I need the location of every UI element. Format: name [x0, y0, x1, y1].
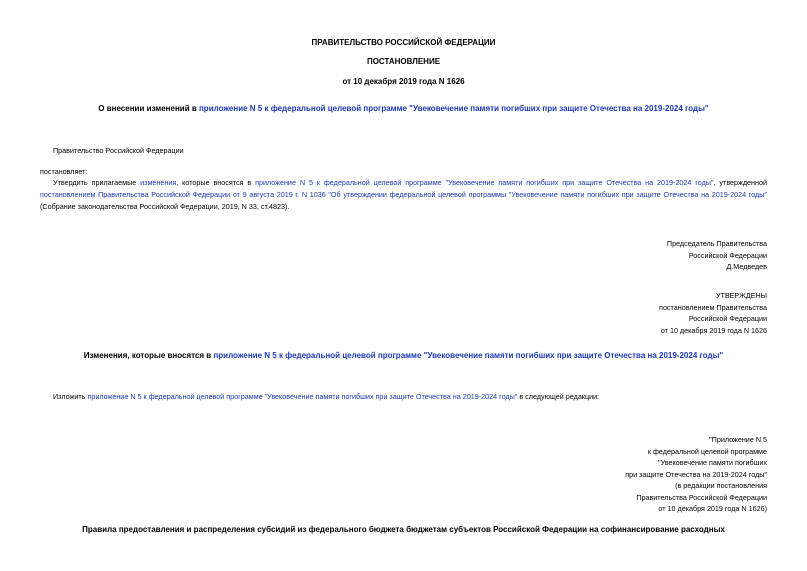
approved-label: УТВЕРЖДЕНЫ	[715, 291, 767, 300]
changes-title-prefix: Изменения, которые вносятся в	[83, 351, 214, 360]
resolution-1036-link[interactable]: постановлением Правительства Российской Федерации от 9 августа 2019 г. N 1036 "Об утверждении федеральной целевой программы "Увековечение памяти погибших при защите Отечества на 2019-2024 годы"	[40, 190, 767, 200]
document-type-heading: ПОСТАНОВЛЕНИЕ	[366, 57, 441, 66]
government-line: Правительство Российской Федерации	[53, 146, 184, 155]
signature-name: Д.Медведев	[726, 262, 767, 271]
appendix-heading-block	[625, 434, 767, 515]
instruction-line	[53, 392, 599, 401]
rules-title: Правила предоставления и распределения субсидий из федерального бюджета бюджетам субъектов Российской Федерации на софинансирование расходных	[82, 525, 725, 534]
appendix-5-link[interactable]: приложение N 5 к федеральной целевой программе "Увековечение памяти погибших при защите Отечества на 2019-2024 годы"	[198, 104, 709, 113]
appendix-line: "Увековечение памяти погибших	[658, 458, 767, 467]
decision-paragraph	[40, 177, 767, 214]
appendix-5-link[interactable]: приложение N 5 к федеральной целевой программе "Увековечение памяти погибших при защите Отечества на 2019-2024 годы"	[87, 392, 518, 401]
document-date-number: от 10 декабря 2019 года N 1626	[342, 77, 465, 86]
government-heading: ПРАВИТЕЛЬСТВО РОССИЙСКОЙ ФЕДЕРАЦИИ	[311, 38, 496, 47]
decision-text-1: Утвердить прилагаемые	[53, 178, 141, 187]
appendix-5-link[interactable]: приложение N 5 к федеральной целевой программе "Увековечение памяти погибших при защите Отечества на 2019-2024 годы"	[255, 178, 714, 187]
appendix-5-link[interactable]: приложение N 5 к федеральной целевой программе "Увековечение памяти погибших при защите Отечества на 2019-2024 годы"	[213, 351, 724, 360]
document-title-prefix: О внесении изменений в	[98, 104, 199, 113]
signature-federation: Российской Федерации	[688, 250, 767, 260]
decision-text-3: , утвержденной	[713, 178, 767, 187]
decision-text-2: , которые вносятся в	[176, 178, 256, 187]
approved-federation: Российской Федерации	[688, 314, 767, 323]
appendix-line: (в редакции постановления	[675, 481, 767, 490]
decides-line: постановляет:	[40, 167, 88, 176]
document-title	[0, 104, 807, 113]
appendix-line: "Приложение N 5	[709, 435, 767, 444]
approved-date: от 10 декабря 2019 года N 1626	[660, 325, 767, 335]
appendix-line: от 10 декабря 2019 года N 1626)	[658, 504, 767, 513]
appendix-line: Правительства Российской Федерации	[636, 492, 767, 502]
appendix-line: при защите Отечества на 2019-2024 годы"	[625, 469, 767, 479]
approved-block	[659, 290, 767, 336]
instruction-prefix: Изложить	[53, 392, 88, 401]
appendix-line: к федеральной целевой программе	[647, 446, 767, 456]
signature-position: Председатель Правительства	[666, 239, 767, 248]
instruction-suffix: в следующей редакции:	[517, 392, 600, 401]
signature-block	[667, 238, 767, 273]
decision-text-4: (Собрание законодательства Российской Федерации, 2019, N 33, ст.4823).	[40, 202, 290, 212]
approved-by: постановлением Правительства	[659, 302, 767, 312]
changes-title	[0, 351, 807, 360]
changes-link[interactable]: изменения	[140, 178, 177, 187]
